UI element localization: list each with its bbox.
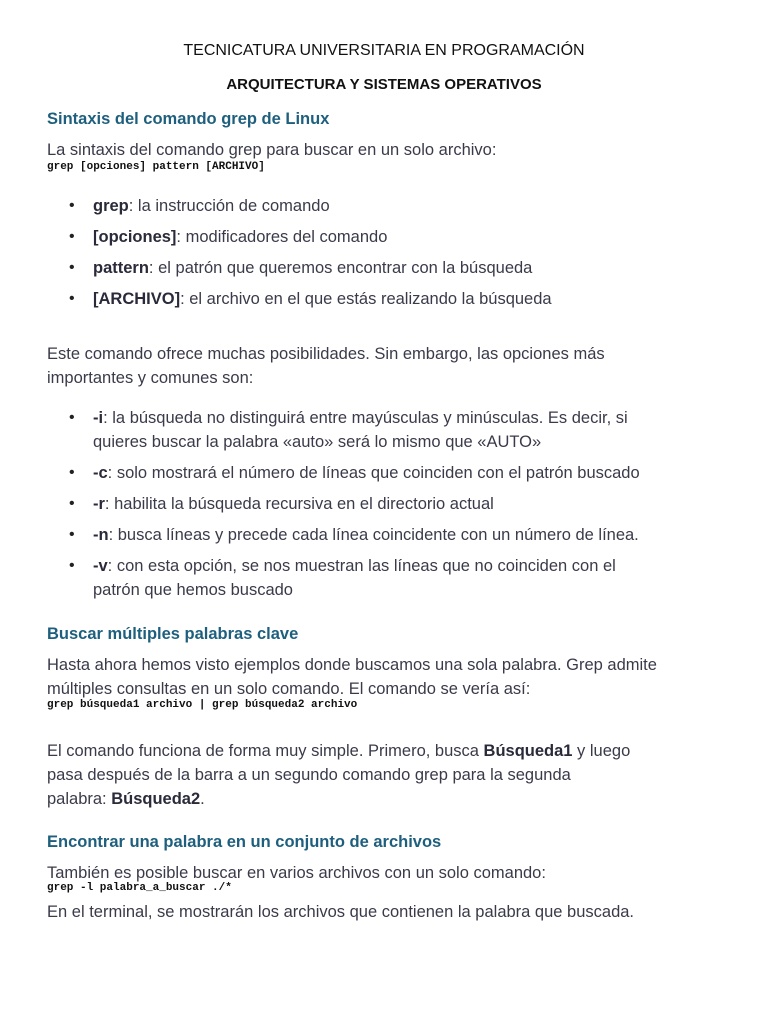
multiple-files-intro: También es posible buscar en varios archivos con un solo comando: [47,864,546,882]
term: [opciones] [93,228,177,246]
list-item [47,554,640,602]
multiple-files-code: grep -l palabra_a_buscar ./* [47,882,232,894]
explanation-line-1 [47,739,630,763]
description: : busca líneas y precede cada línea coincidente con un número de línea. [108,526,639,544]
term: -n [93,526,109,544]
explanation-line-2: pasa después de la barra a un segundo comando grep para la segunda [47,766,571,784]
list-item [47,492,640,523]
multiple-keywords-line-1: Hasta ahora hemos visto ejemplos donde buscamos una sola palabra. Grep admite [47,656,657,674]
bullet-icon: • [69,290,75,307]
emphasis: Búsqueda2 [111,790,201,808]
term: [ARCHIVO] [93,290,181,308]
description: : el patrón que queremos encontrar con la búsqueda [148,259,533,277]
term: -i [93,409,104,427]
list-item [47,406,640,461]
explanation-line-3 [47,787,205,811]
section-title-syntax: Sintaxis del comando grep de Linux [47,110,330,128]
description: : solo mostrará el número de líneas que coinciden con el patrón buscado [107,464,640,482]
bullet-icon: • [69,259,75,276]
institution-heading: TECNICATURA UNIVERSITARIA EN PROGRAMACIÓN [183,42,585,59]
term: -v [93,557,108,575]
options-intro-line-2: importantes y comunes son: [47,369,254,387]
term: grep [93,197,129,215]
section-title-multiple-files: Encontrar una palabra en un conjunto de archivos [47,833,442,851]
bullet-icon: • [69,526,75,543]
syntax-intro: La sintaxis del comando grep para buscar en un solo archivo: [47,141,497,159]
list-item [47,287,552,318]
term: -r [93,495,105,513]
options-intro-line-1: Este comando ofrece muchas posibilidades. Sin embargo, las opciones más [47,345,605,363]
multiple-keywords-code: grep búsqueda1 archivo | grep búsqueda2 archivo [47,699,358,711]
bullet-icon: • [69,557,75,574]
syntax-code: grep [opciones] pattern [ARCHIVO] [47,161,265,173]
list-item [47,256,552,287]
list-item [47,461,640,492]
description: : la búsqueda no distinguirá entre mayúsculas y minúsculas. Es decir, si [103,409,628,427]
syntax-list [47,194,552,318]
bullet-icon: • [69,464,75,481]
term: pattern [93,259,149,277]
multiple-files-outro: En el terminal, se mostrarán los archivos que contienen la palabra que buscada. [47,903,635,921]
section-title-multiple-keywords: Buscar múltiples palabras clave [47,625,299,643]
bullet-icon: • [69,409,75,426]
description-continued: patrón que hemos buscado [93,581,293,599]
list-item [47,194,552,225]
text: y luego [572,742,631,760]
bullet-icon: • [69,228,75,245]
emphasis: Búsqueda1 [483,742,573,760]
description: : habilita la búsqueda recursiva en el directorio actual [104,495,494,513]
bullet-icon: • [69,197,75,214]
options-list [47,406,640,602]
description: : la instrucción de comando [128,197,330,215]
list-item [47,523,640,554]
term: -c [93,464,108,482]
text: . [200,790,205,808]
description-continued: quieres buscar la palabra «auto» será lo mismo que «AUTO» [93,433,542,451]
course-heading: ARQUITECTURA Y SISTEMAS OPERATIVOS [226,76,542,93]
description: : modificadores del comando [176,228,388,246]
bullet-icon: • [69,495,75,512]
multiple-keywords-line-2: múltiples consultas en un solo comando. El comando se vería así: [47,680,531,698]
description: : el archivo en el que estás realizando la búsqueda [180,290,552,308]
description: : con esta opción, se nos muestran las líneas que no coinciden con el [107,557,616,575]
text: palabra: [47,790,112,808]
text: El comando funciona de forma muy simple. Primero, busca [47,742,484,760]
list-item [47,225,552,256]
